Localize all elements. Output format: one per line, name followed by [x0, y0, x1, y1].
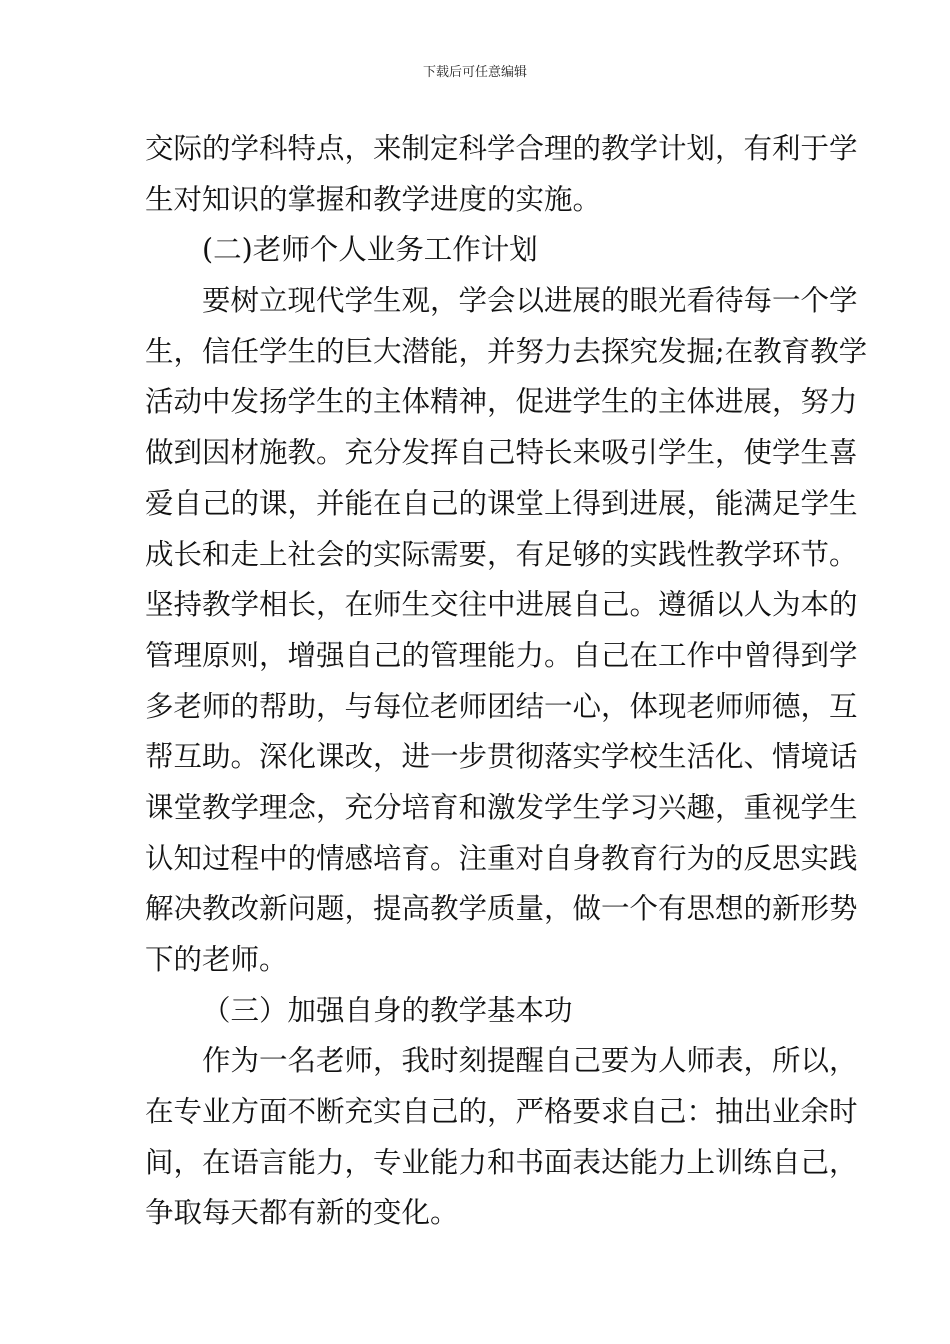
text-line: 生，信任学生的巨大潜能，并努力去探究发掘;在教育教学: [145, 334, 868, 368]
text-line: 间，在语言能力，专业能力和书面表达能力上训练自己，: [145, 1145, 858, 1179]
text-line: 交际的学科特点，来制定科学合理的教学计划，有利于学: [145, 132, 858, 165]
text-line: 成长和走上社会的实际需要，有足够的实践性教学环节。: [145, 537, 858, 571]
document-body: [145, 124, 868, 1239]
text-line: 帮互助。深化课改，进一步贯彻落实学校生活化、情境话: [145, 740, 858, 774]
text-line: 生对知识的掌握和教学进度的实施。: [145, 182, 602, 216]
paragraph-start: 要树立现代学生观，学会以进展的眼光看待每一个学: [202, 284, 858, 318]
text-line: 解决教改新问题，提高教学质量，做一个有思想的新形势: [145, 892, 858, 926]
section-heading-2: (二)老师个人业务工作计划: [202, 233, 538, 267]
page-header-note: 下载后可任意编辑: [422, 65, 527, 80]
section-heading-3: （三）加强自身的教学基本功: [202, 993, 573, 1027]
text-line: 下的老师。: [145, 943, 288, 976]
text-line: 多老师的帮助，与每位老师团结一心，体现老师师德，互: [145, 689, 858, 723]
text-line: 在专业方面不断充实自己的，严格要求自己：抽出业余时: [145, 1095, 858, 1129]
text-line: 课堂教学理念，充分培育和激发学生学习兴趣，重视学生: [145, 790, 858, 824]
text-line: 认知过程中的情感培育。注重对自身教育行为的反思实践: [145, 841, 858, 875]
text-line: 坚持教学相长，在师生交往中进展自己。遵循以人为本的: [145, 588, 858, 622]
text-line: 争取每天都有新的变化。: [145, 1196, 459, 1230]
text-line: 活动中发扬学生的主体精神，促进学生的主体进展，努力: [145, 385, 858, 419]
text-line: 管理原则，增强自己的管理能力。自己在工作中曾得到学: [145, 638, 858, 672]
text-line: 爱自己的课，并能在自己的课堂上得到进展，能满足学生: [145, 486, 858, 520]
paragraph-start: 作为一名老师，我时刻提醒自己要为人师表，所以，: [202, 1044, 858, 1078]
text-line: 做到因材施教。充分发挥自己特长来吸引学生，使学生喜: [145, 436, 858, 470]
